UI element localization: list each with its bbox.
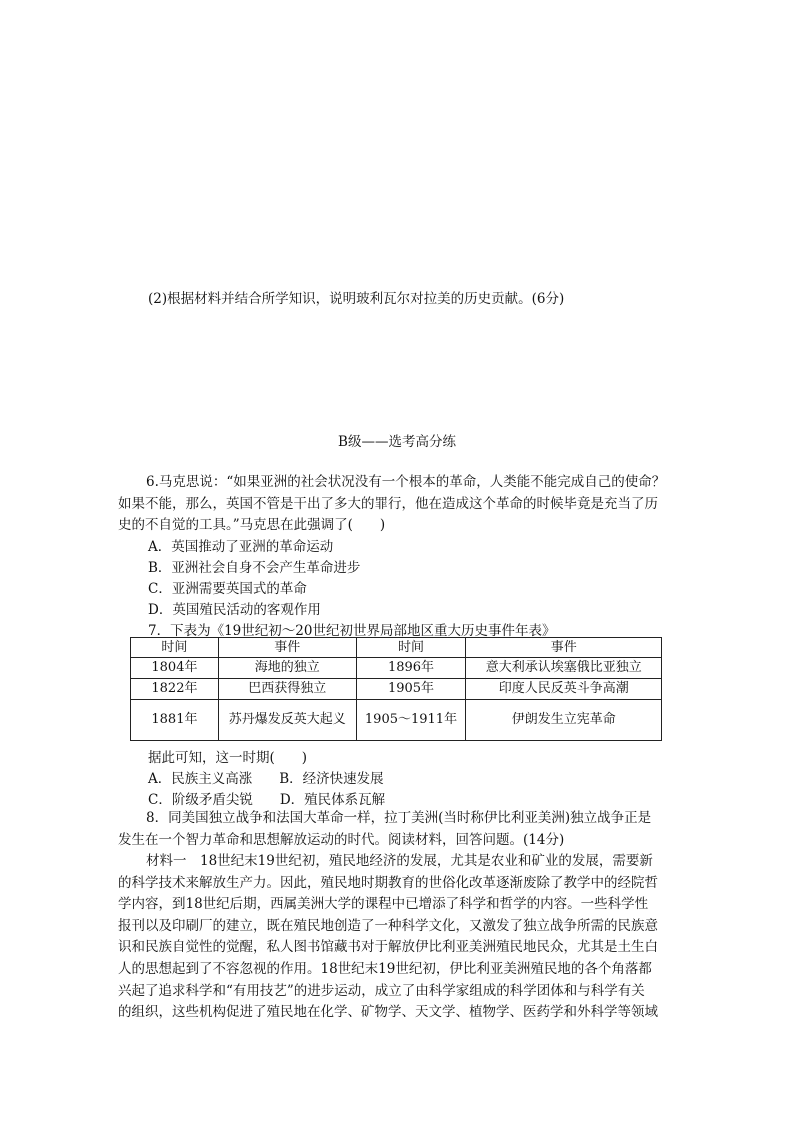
q7-conclusion: 据此可知，这一时期( )	[148, 750, 308, 766]
q5-part2-prompt: (2)根据材料并结合所学知识，说明玻利瓦尔对拉美的历史贡献。(6分)	[148, 291, 565, 307]
q6-option-b: B．亚洲社会自身不会产生革命进步	[148, 560, 361, 576]
material1-line-1: 材料一 18世纪末19世纪初，殖民地经济的发展，尤其是农业和矿业的发展，需要新	[146, 853, 653, 869]
table-row	[131, 679, 662, 700]
material1-line-7: 兴起了追求科学和“有用技艺”的进步运动，成立了由科学家组成的科学团体和与科学有关	[118, 982, 645, 999]
header-time-1: 时间	[131, 638, 219, 658]
table-row	[131, 700, 662, 741]
cell-event: 伊朗发生立宪革命	[466, 700, 662, 741]
header-time-2: 时间	[356, 638, 466, 658]
material1-line-6: 人的思想起到了不容忽视的作用。18世纪末19世纪初，伊比利亚美洲殖民地的各个角落都	[118, 960, 652, 977]
material1-line-4: 报刊以及印刷厂的建立，既在殖民地创造了一种科学文化，又激发了独立战争所需的民族意	[118, 917, 658, 934]
q6-line-1: 6.马克思说：“如果亚洲的社会状况没有一个根本的革命，人类能不能完成自己的使命？	[146, 474, 666, 490]
q8-stem	[118, 808, 678, 851]
q7-options-cd: C．阶级矛盾尖锐 D．殖民体系瓦解	[148, 792, 386, 808]
cell-time: 1896年	[356, 658, 466, 679]
q6-line-2: 如果不能，那么，英国不管是干出了多大的罪行，他在造成这个革命的时候毕竟是充当了历	[118, 495, 658, 512]
cell-event: 意大利承认埃塞俄比亚独立	[466, 658, 662, 679]
q7-stem: 7．下表为《19世纪初～20世纪初世界局部地区重大历史事件年表》	[148, 623, 556, 639]
header-event-1: 事件	[218, 638, 356, 658]
cell-event: 印度人民反英斗争高潮	[466, 679, 662, 700]
q6-option-c: C．亚洲需要英国式的革命	[148, 581, 307, 597]
table-row	[131, 658, 662, 679]
cell-time: 1905～1911年	[356, 700, 466, 741]
cell-time: 1822年	[131, 679, 219, 700]
material1-line-2: 的科学技术来解放生产力。因此，殖民地时期教育的世俗化改革逐渐废除了教学中的经院哲	[118, 874, 658, 891]
q8-line-1: 8．同美国独立战争和法国大革命一样，拉丁美洲(当时称伊比利亚美洲)独立战争正是	[146, 810, 652, 826]
q6-stem	[118, 472, 678, 537]
header-event-2: 事件	[466, 638, 662, 658]
cell-time: 1804年	[131, 658, 219, 679]
q6-option-a: A．英国推动了亚洲的革命运动	[148, 539, 334, 555]
table-header-row	[131, 638, 662, 658]
material1-line-8: 的组织，这些机构促进了殖民地在化学、矿物学、天文学、植物学、医药学和外科学等领域	[118, 1004, 658, 1021]
material-1	[118, 851, 678, 1024]
material1-line-3: 学内容，到18世纪后期，西属美洲大学的课程中已增添了科学和哲学的内容。一些科学性	[118, 896, 649, 913]
cell-time: 1905年	[356, 679, 466, 700]
cell-event: 海地的独立	[218, 658, 356, 679]
q8-line-2: 发生在一个智力革命和思想解放运动的时代。阅读材料，回答问题。(14分)	[118, 831, 565, 848]
q6-line-3: 史的不自觉的工具。”马克思在此强调了( )	[118, 517, 386, 534]
material1-line-5: 识和民族自觉性的觉醒，私人图书馆藏书对于解放伊比利亚美洲殖民地民众，尤其是土生白	[118, 939, 658, 956]
cell-event	[218, 700, 356, 741]
q7-options-ab: A．民族主义高涨 B．经济快速发展	[148, 771, 384, 787]
cell-event: 巴西获得独立	[218, 679, 356, 700]
section-title: B级——选考高分练	[338, 434, 456, 450]
events-table	[130, 637, 662, 741]
cell-time: 1881年	[131, 700, 219, 741]
cell-event-text: 苏丹爆发反英大起义	[228, 712, 346, 727]
q6-option-d: D．英国殖民活动的客观作用	[148, 602, 321, 618]
